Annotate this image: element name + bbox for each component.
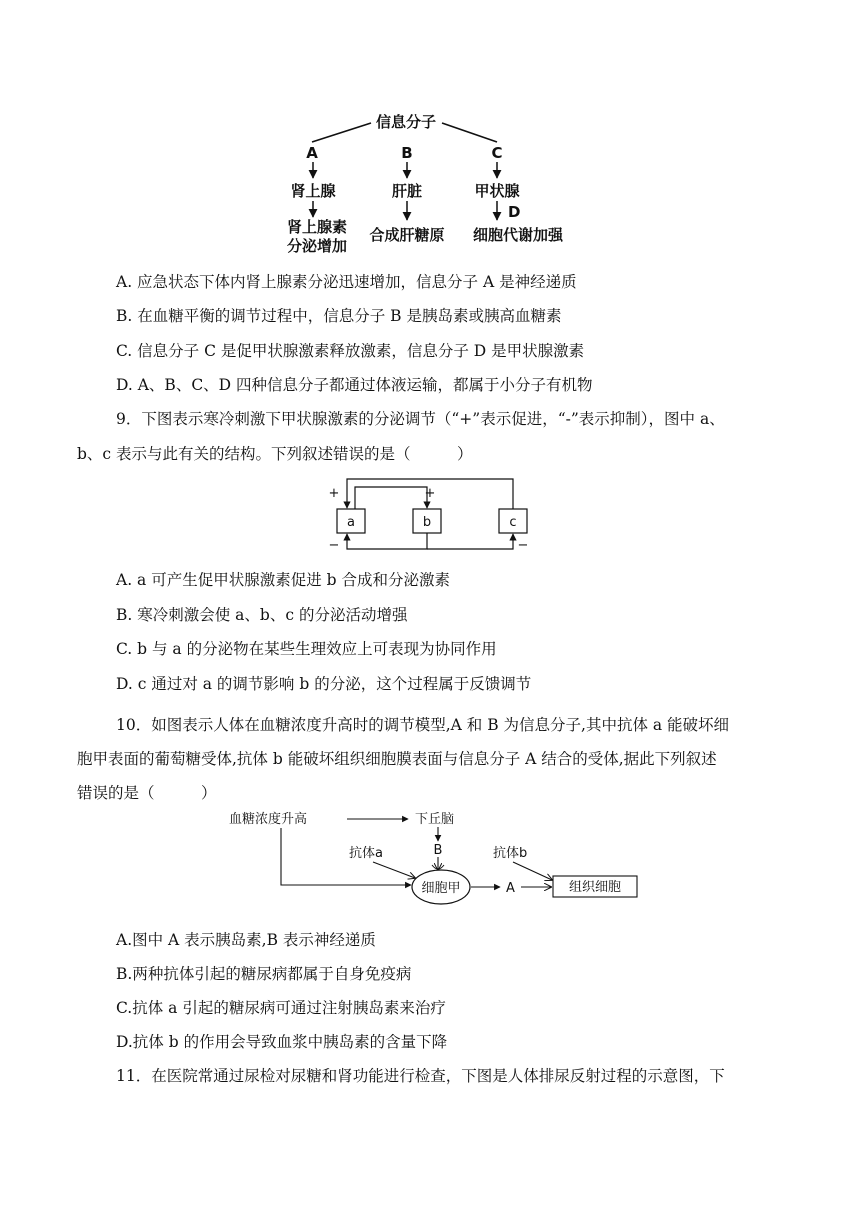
plus-a: +: [328, 486, 340, 501]
q9-option-a: A. a 可产生促甲状腺激素促进 b 合成和分泌激素: [116, 571, 450, 589]
signal-molecule-diagram: [270, 100, 590, 260]
q8-option-c: C. 信息分子 C 是促甲状腺激素释放激素，信息分子 D 是甲状腺激素: [116, 342, 585, 360]
q10-option-b: B.两种抗体引起的糖尿病都属于自身免疫病: [116, 965, 412, 983]
loop-b-to-c: [427, 534, 513, 549]
branch-line-c: [442, 123, 497, 142]
antibody-b-label: 抗体b: [493, 846, 528, 861]
minus-c: −: [517, 538, 529, 553]
q10-stem-line3: 错误的是（ ）: [77, 784, 217, 802]
a-signal-label: A: [506, 881, 515, 896]
organ-liver: 肝脏: [391, 182, 423, 200]
hypothalamus-label: 下丘脑: [415, 812, 455, 827]
q8-option-d: D. A、B、C、D 四种信息分子都通过体液运输，都属于小分子有机物: [116, 376, 593, 394]
box-b-label: b: [422, 515, 432, 530]
letter-b: B: [401, 144, 413, 162]
result-glycogen: 合成肝糖原: [369, 226, 445, 244]
result-adrenaline-1: 肾上腺素: [286, 218, 348, 236]
tissue-cell-label: 组织细胞: [568, 880, 622, 895]
box-c-label: c: [509, 515, 517, 530]
q11-stem-line1: 11．在医院常通过尿检对尿糖和肾功能进行检查，下图是人体排尿反射过程的示意图，下: [116, 1067, 725, 1085]
arrow-glucose-to-cell: [281, 828, 411, 885]
q10-option-c: C.抗体 a 引起的糖尿病可通过注射胰岛素来治疗: [116, 999, 446, 1017]
q10-option-a: A.图中 A 表示胰岛素,B 表示神经递质: [116, 931, 376, 949]
antibody-a-label: 抗体a: [349, 846, 383, 861]
q10-stem-line2: 胞甲表面的葡萄糖受体,抗体 b 能破坏组织细胞膜表面与信息分子 A 结合的受体,据此下列叙述: [77, 750, 717, 768]
letter-a: A: [306, 144, 318, 162]
cell-jia-label: 细胞甲: [421, 881, 461, 896]
arrow-antibody-b: [513, 862, 552, 880]
loop-b-to-a: [347, 533, 427, 549]
d-label: D: [508, 203, 521, 221]
q9-option-b: B. 寒冷刺激会使 a、b、c 的分泌活动增强: [116, 606, 408, 624]
minus-a: −: [328, 538, 340, 553]
branch-line-a: [312, 123, 371, 142]
thyroid-regulation-diagram: [325, 475, 535, 557]
q8-option-a: A. 应急状态下体内肾上腺素分泌迅速增加，信息分子 A 是神经递质: [116, 273, 577, 291]
b-signal-label: B: [433, 843, 443, 858]
glucose-rise-label: 血糖浓度升高: [229, 812, 308, 827]
glucose-regulation-diagram: [225, 808, 645, 913]
result-adrenaline-2: 分泌增加: [286, 237, 348, 255]
plus-b: +: [424, 486, 436, 501]
arrow-antibody-a: [373, 862, 415, 878]
q10-option-d: D.抗体 b 的作用会导致血浆中胰岛素的含量下降: [116, 1033, 448, 1051]
organ-adrenal: 肾上腺: [290, 182, 336, 200]
q9-stem-line1: 9．下图表示寒冷刺激下甲状腺激素的分泌调节（“+”表示促进，“-”表示抑制），图中 a、: [116, 410, 725, 428]
box-a-label: a: [347, 515, 355, 530]
result-metabolism: 细胞代谢加强: [472, 226, 564, 244]
q9-stem-line2: b、c 表示与此有关的结构。下列叙述错误的是（ ）: [77, 445, 473, 463]
loop-a-to-b: [355, 487, 427, 509]
q9-option-d: D. c 通过对 a 的调节影响 b 的分泌，这个过程属于反馈调节: [116, 675, 532, 693]
q8-option-b: B. 在血糖平衡的调节过程中，信息分子 B 是胰岛素或胰高血糖素: [116, 307, 562, 325]
organ-thyroid: 甲状腺: [474, 182, 520, 200]
q9-option-c: C. b 与 a 的分泌物在某些生理效应上可表现为协同作用: [116, 640, 497, 658]
q10-stem-line1: 10．如图表示人体在血糖浓度升高时的调节模型,A 和 B 为信息分子,其中抗体 a 能破坏细: [116, 716, 730, 734]
root-label: 信息分子: [375, 113, 437, 131]
letter-c: C: [491, 144, 503, 162]
